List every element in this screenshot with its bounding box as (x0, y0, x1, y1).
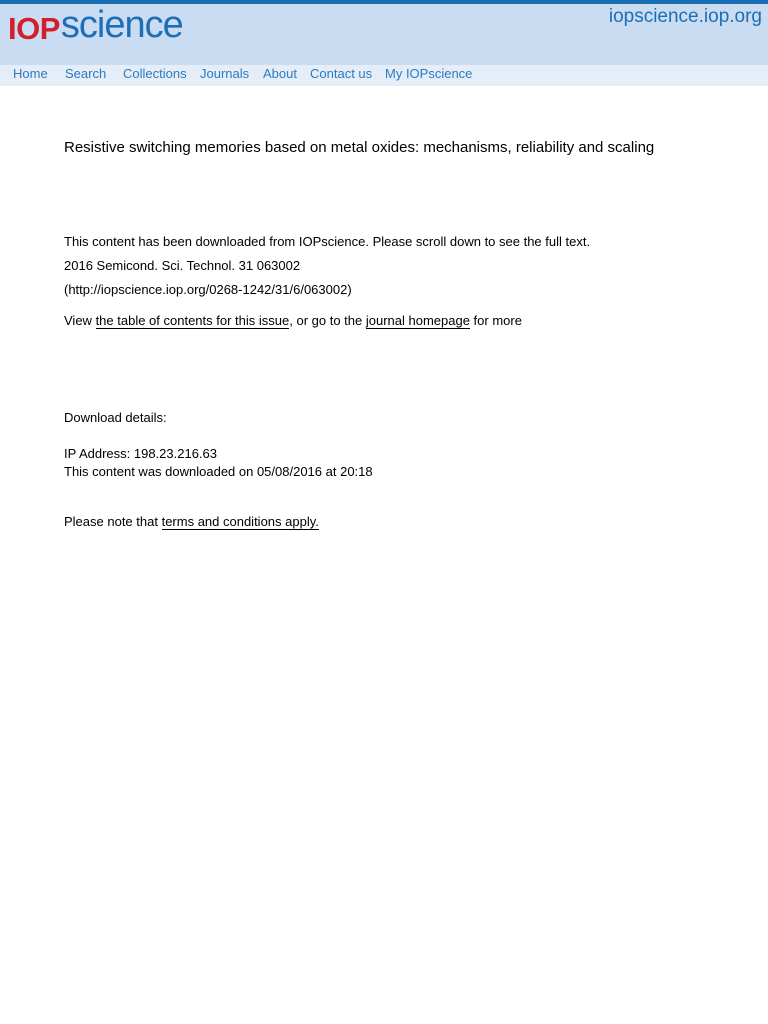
nav-journals[interactable]: Journals (200, 66, 250, 81)
view-suffix: for more (469, 313, 522, 328)
site-url[interactable]: iopscience.iop.org (608, 6, 762, 27)
logo-iop-text: IOP (8, 11, 60, 46)
ip-address: IP Address: 198.23.216.63 (64, 446, 217, 461)
iopscience-logo[interactable] (8, 4, 183, 54)
nav-my-iopscience[interactable]: My IOPscience (385, 66, 473, 81)
article-citation: 2016 Semicond. Sci. Technol. 31 063002 (64, 258, 301, 273)
nav-about[interactable]: About (263, 66, 297, 81)
logo-science-text: science (60, 4, 183, 46)
main-navigation (0, 65, 768, 86)
nav-collections[interactable]: Collections (123, 66, 187, 81)
terms-line (64, 514, 319, 529)
article-url: (http://iopscience.iop.org/0268-1242/31/6/063002) (64, 282, 352, 297)
terms-prefix: Please note that (64, 514, 162, 529)
view-links-line (64, 313, 522, 328)
terms-and-conditions-link[interactable]: terms and conditions apply. (161, 514, 319, 529)
view-middle: , or go to the (289, 313, 366, 328)
downloaded-notice: This content has been downloaded from IOPscience. Please scroll down to see the full text. (64, 234, 591, 249)
nav-contact-us[interactable]: Contact us (310, 66, 373, 81)
nav-search[interactable]: Search (65, 66, 107, 81)
download-details-heading: Download details: (64, 410, 167, 425)
nav-home[interactable]: Home (13, 66, 48, 81)
table-of-contents-link[interactable]: the table of contents for this issue (95, 313, 290, 328)
downloaded-on: This content was downloaded on 05/08/2016 at 20:18 (64, 464, 373, 479)
article-title: Resistive switching memories based on metal oxides: mechanisms, reliability and scaling (64, 139, 655, 156)
site-header (0, 4, 768, 65)
view-prefix: View (64, 313, 96, 328)
journal-homepage-link[interactable]: journal homepage (365, 313, 470, 328)
